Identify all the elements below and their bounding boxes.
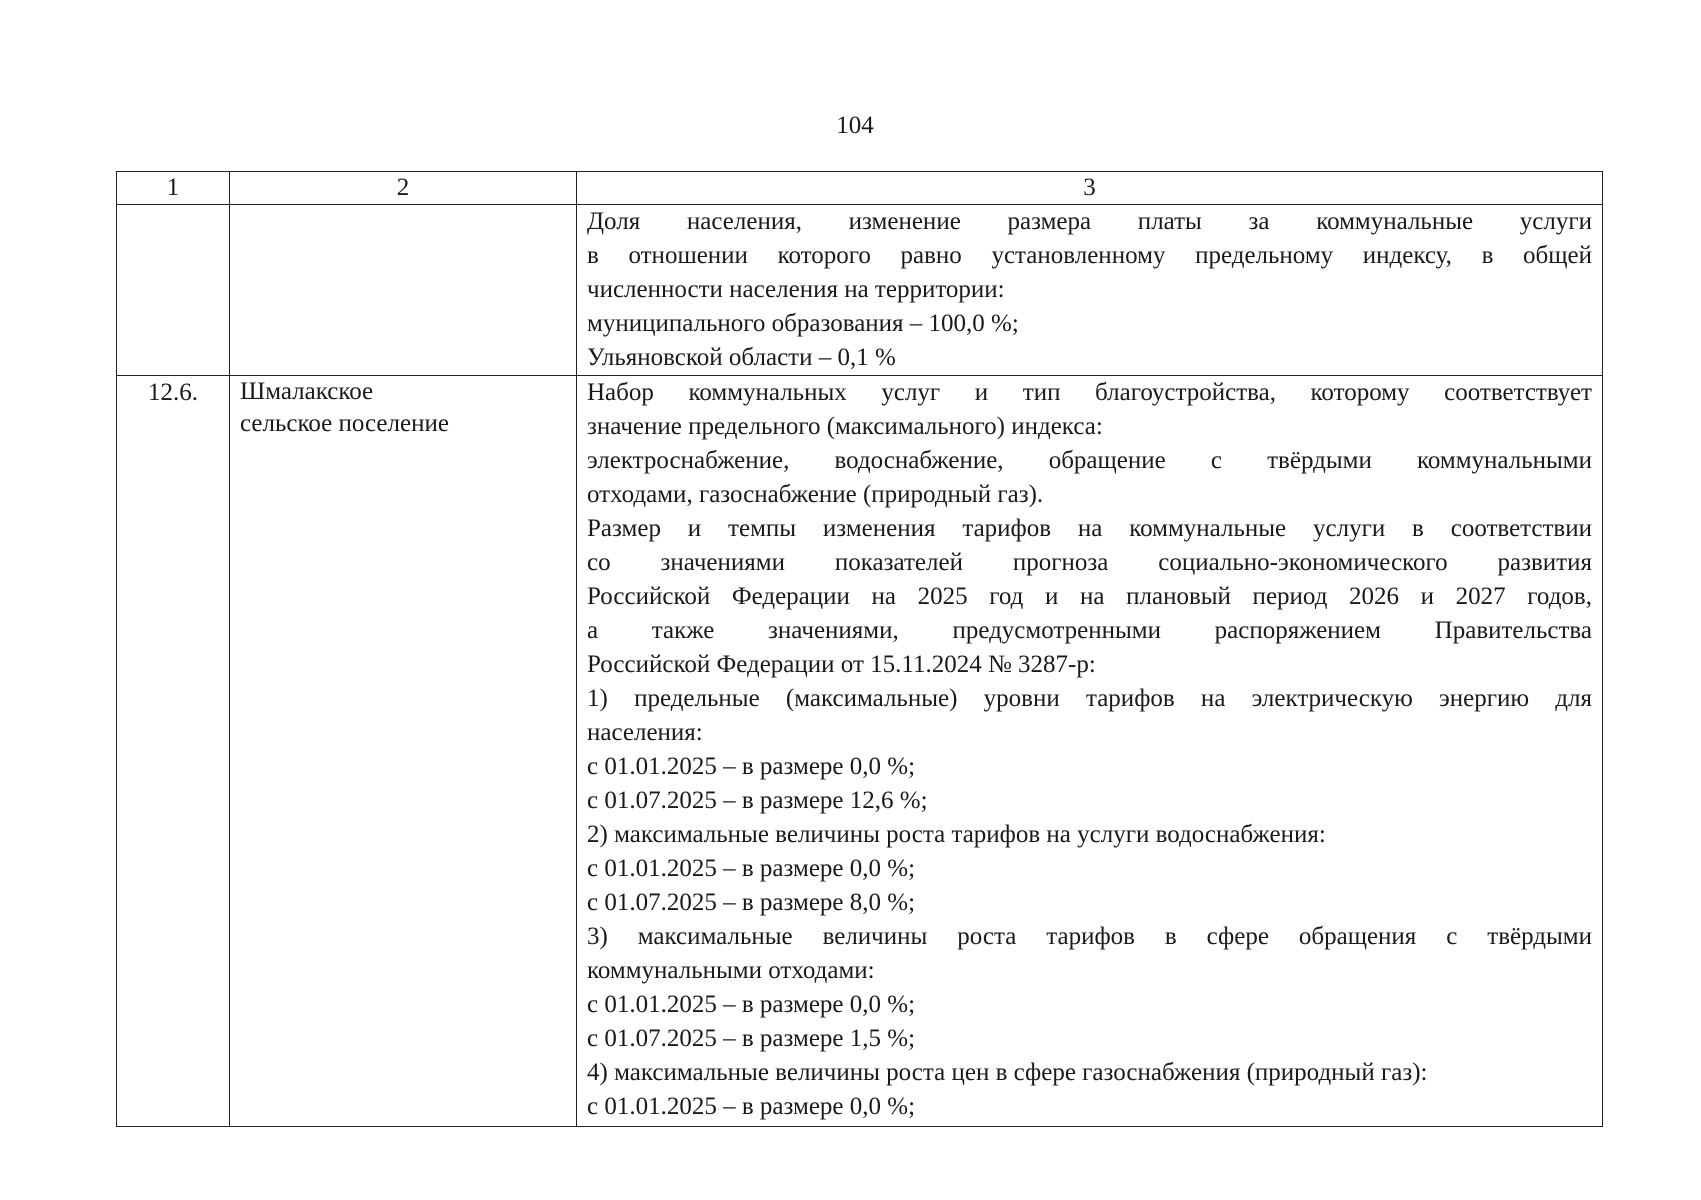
text-line: населения: [587, 719, 703, 746]
text-line: Ульяновской области – 0,1 % [587, 344, 896, 371]
description-text [587, 205, 1592, 375]
text-line: Российской Федерации от 15.11.2024 № 3287-р: [587, 651, 1096, 678]
column-header-2: 2 [230, 172, 577, 205]
settlement-name [230, 376, 577, 1127]
text-line: муниципального образования – 100,0 %; [587, 310, 1019, 337]
header-row [117, 172, 1603, 205]
text-line: 2) максимальные величины роста тарифов на услуги водоснабжения: [587, 821, 1326, 848]
text-line: в отношении которого равно установленному предельному индексу, в общей [587, 242, 1592, 269]
tariff-table [116, 171, 1603, 1127]
text-line: с 01.01.2025 – в размере 0,0 %; [587, 855, 916, 882]
text-line: 1) предельные (максимальные) уровни тарифов на электрическую энергию для [587, 685, 1592, 712]
text-line: численности населения на территории: [587, 276, 1005, 303]
text-line: электроснабжение, водоснабжение, обращение с твёрдыми коммунальными [587, 447, 1592, 474]
settlement-name-line: Шмалакское [240, 378, 374, 405]
text-line: с 01.01.2025 – в размере 0,0 %; [587, 1093, 916, 1120]
text-line: Российской Федерации на 2025 год и на плановый период 2026 и 2027 годов, [587, 583, 1592, 610]
text-line: с 01.01.2025 – в размере 0,0 %; [587, 991, 916, 1018]
column-header-3: 3 [577, 172, 1603, 205]
text-line: 3) максимальные величины роста тарифов в сфере обращения с твёрдыми [587, 923, 1592, 950]
text-line: коммунальными отходами: [587, 957, 875, 984]
text-line: с 01.07.2025 – в размере 8,0 %; [587, 889, 916, 916]
table-row-continued [117, 205, 1603, 376]
text-line: с 01.07.2025 – в размере 12,6 %; [587, 787, 928, 814]
text-line: отходами, газоснабжение (природный газ). [587, 481, 1044, 508]
page-number: 104 [836, 112, 874, 139]
row-number: 12.6. [117, 376, 230, 1127]
text-line: с 01.01.2025 – в размере 0,0 %; [587, 753, 916, 780]
text-line: Размер и темпы изменения тарифов на коммунальные услуги в соответствии [587, 515, 1592, 542]
settlement-name-line: сельское поселение [240, 410, 449, 437]
text-line: значение предельного (максимального) индекса: [587, 413, 1103, 440]
table-row-12-6 [117, 376, 1603, 1127]
text-line: с 01.07.2025 – в размере 1,5 %; [587, 1025, 916, 1052]
column-header-1: 1 [117, 172, 230, 205]
text-line: 4) максимальные величины роста цен в сфере газоснабжения (природный газ): [587, 1059, 1428, 1086]
description-cell [577, 376, 1603, 1127]
text-line: а также значениями, предусмотренными распоряжением Правительства [587, 617, 1592, 644]
settlement-name [230, 205, 577, 376]
description-text [587, 376, 1592, 1124]
text-line: со значениями показателей прогноза социально-экономического развития [587, 549, 1592, 576]
description-cell [577, 205, 1603, 376]
text-line: Доля населения, изменение размера платы за коммунальные услуги [587, 208, 1592, 235]
row-number [117, 205, 230, 376]
text-line: Набор коммунальных услуг и тип благоустройства, которому соответствует [587, 379, 1592, 406]
